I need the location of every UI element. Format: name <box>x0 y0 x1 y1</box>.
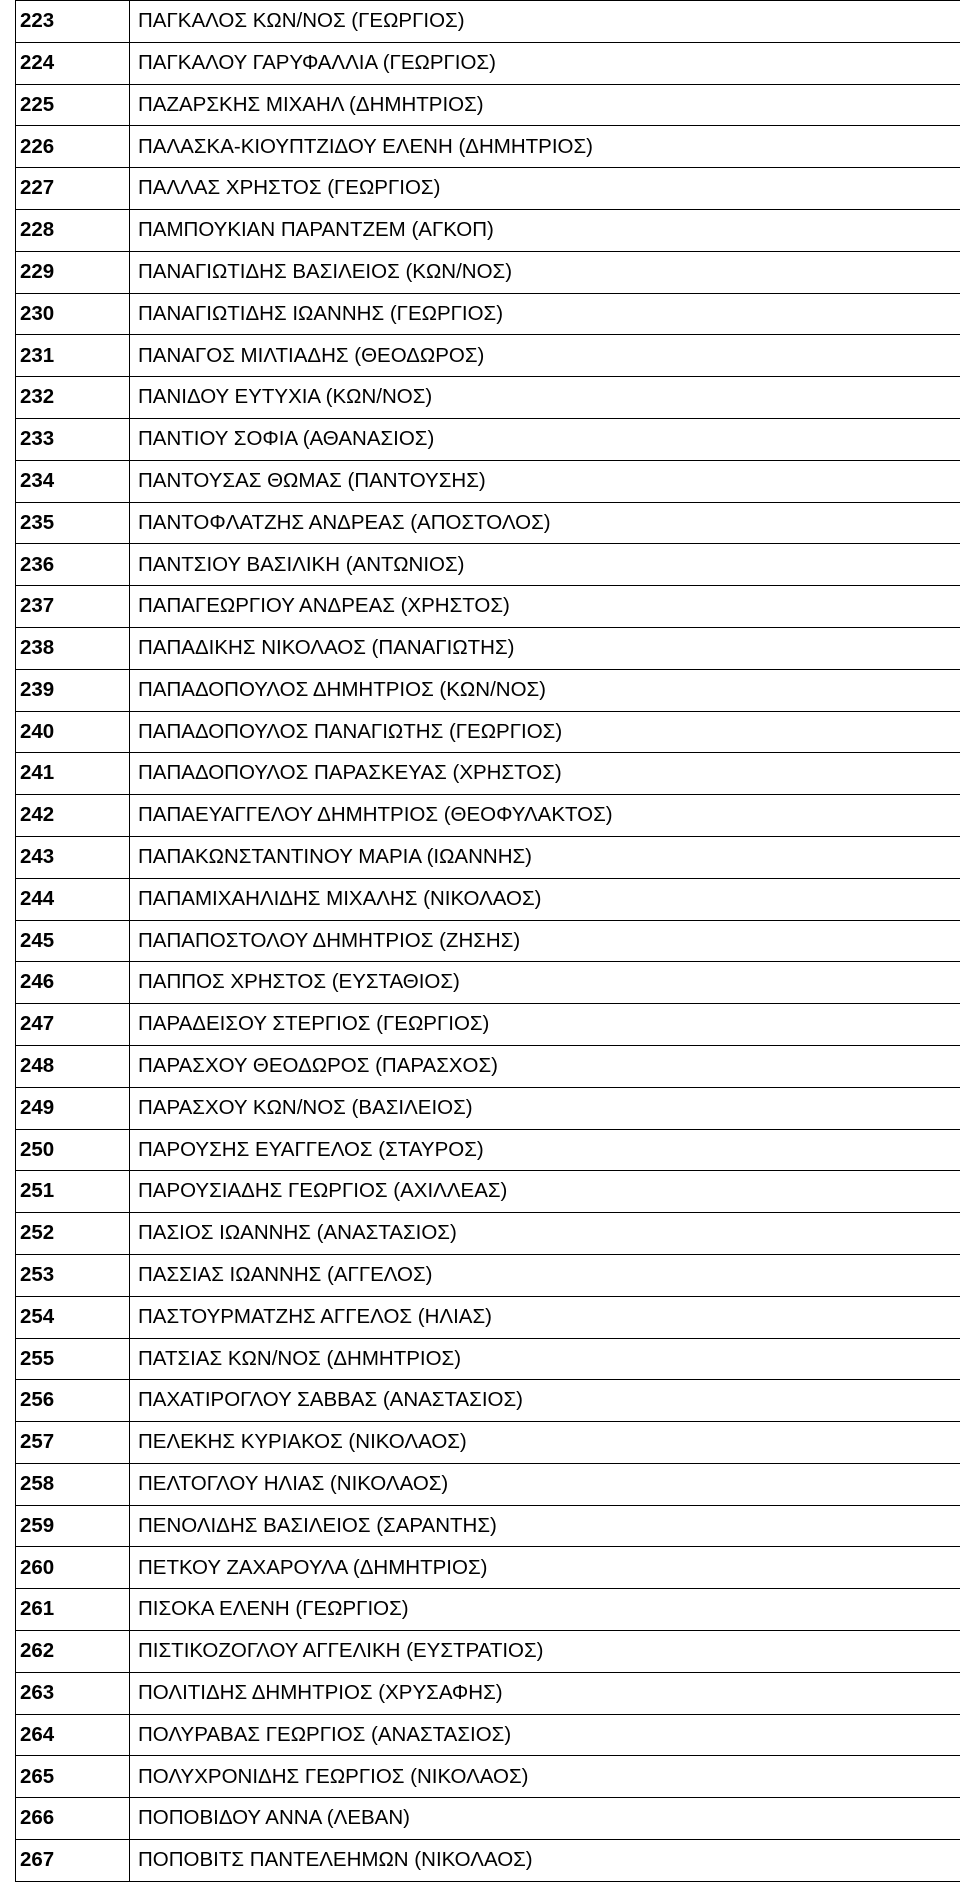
person-name: ΠΑΡΑΔΕΙΣΟΥ ΣΤΕΡΓΙΟΣ (ΓΕΩΡΓΙΟΣ) <box>130 1004 960 1046</box>
row-number: 240 <box>16 711 130 753</box>
table-row <box>16 1004 960 1046</box>
person-name: ΠΑΠΑΕΥΑΓΓΕΛΟΥ ΔΗΜΗΤΡΙΟΣ (ΘΕΟΦΥΛΑΚΤΟΣ) <box>130 795 960 837</box>
table-row <box>16 1547 960 1589</box>
person-name: ΠΙΣΤΙΚΟΖΟΓΛΟΥ ΑΓΓΕΛΙΚΗ (ΕΥΣΤΡΑΤΙΟΣ) <box>130 1631 960 1673</box>
row-number: 237 <box>16 586 130 628</box>
row-number: 253 <box>16 1254 130 1296</box>
row-number: 242 <box>16 795 130 837</box>
person-name: ΠΑΠΠΟΣ ΧΡΗΣΤΟΣ (ΕΥΣΤΑΘΙΟΣ) <box>130 962 960 1004</box>
table-row <box>16 251 960 293</box>
row-number: 234 <box>16 460 130 502</box>
person-name: ΠΑΡΟΥΣΗΣ ΕΥΑΓΓΕΛΟΣ (ΣΤΑΥΡΟΣ) <box>130 1129 960 1171</box>
table-row <box>16 209 960 251</box>
table-row <box>16 1463 960 1505</box>
row-number: 256 <box>16 1380 130 1422</box>
table-row <box>16 544 960 586</box>
table-row <box>16 1505 960 1547</box>
table-row <box>16 1338 960 1380</box>
table-row <box>16 1631 960 1673</box>
person-name: ΠΑΧΑΤΙΡΟΓΛΟΥ ΣΑΒΒΑΣ (ΑΝΑΣΤΑΣΙΟΣ) <box>130 1380 960 1422</box>
roster-table <box>15 0 960 1882</box>
person-name: ΠΑΜΠΟΥΚΙΑΝ ΠΑΡΑΝΤΖΕΜ (ΑΓΚΟΠ) <box>130 209 960 251</box>
table-row <box>16 795 960 837</box>
row-number: 246 <box>16 962 130 1004</box>
row-number: 244 <box>16 878 130 920</box>
row-number: 241 <box>16 753 130 795</box>
person-name: ΠΟΛΥΧΡΟΝΙΔΗΣ ΓΕΩΡΓΙΟΣ (ΝΙΚΟΛΑΟΣ) <box>130 1756 960 1798</box>
row-number: 267 <box>16 1840 130 1882</box>
row-number: 243 <box>16 836 130 878</box>
person-name: ΠΟΠΟΒΙΤΣ ΠΑΝΤΕΛΕΗΜΩΝ (ΝΙΚΟΛΑΟΣ) <box>130 1840 960 1882</box>
row-number: 259 <box>16 1505 130 1547</box>
table-row <box>16 1296 960 1338</box>
table-row <box>16 711 960 753</box>
row-number: 257 <box>16 1422 130 1464</box>
table-row <box>16 1714 960 1756</box>
person-name: ΠΟΠΟΒΙΔΟΥ ΑΝΝΑ (ΛΕΒΑΝ) <box>130 1798 960 1840</box>
table-row <box>16 1589 960 1631</box>
table-row <box>16 168 960 210</box>
row-number: 227 <box>16 168 130 210</box>
person-name: ΠΑΠΑΔΙΚΗΣ ΝΙΚΟΛΑΟΣ (ΠΑΝΑΓΙΩΤΗΣ) <box>130 627 960 669</box>
person-name: ΠΟΛΙΤΙΔΗΣ ΔΗΜΗΤΡΙΟΣ (ΧΡΥΣΑΦΗΣ) <box>130 1672 960 1714</box>
table-row <box>16 878 960 920</box>
person-name: ΠΑΓΚΑΛΟΥ ΓΑΡΥΦΑΛΛΙΑ (ΓΕΩΡΓΙΟΣ) <box>130 42 960 84</box>
table-row <box>16 1422 960 1464</box>
person-name: ΠΕΝΟΛΙΔΗΣ ΒΑΣΙΛΕΙΟΣ (ΣΑΡΑΝΤΗΣ) <box>130 1505 960 1547</box>
table-row <box>16 669 960 711</box>
row-number: 245 <box>16 920 130 962</box>
person-name: ΠΑΠΑΓΕΩΡΓΙΟΥ ΑΝΔΡΕΑΣ (ΧΡΗΣΤΟΣ) <box>130 586 960 628</box>
person-name: ΠΕΤΚΟΥ ΖΑΧΑΡΟΥΛΑ (ΔΗΜΗΤΡΙΟΣ) <box>130 1547 960 1589</box>
table-row <box>16 42 960 84</box>
person-name: ΠΑΠΑΜΙΧΑΗΛΙΔΗΣ ΜΙΧΑΛΗΣ (ΝΙΚΟΛΑΟΣ) <box>130 878 960 920</box>
person-name: ΠΑΣΙΟΣ ΙΩΑΝΝΗΣ (ΑΝΑΣΤΑΣΙΟΣ) <box>130 1213 960 1255</box>
table-row <box>16 962 960 1004</box>
table-row <box>16 1380 960 1422</box>
person-name: ΠΑΡΑΣΧΟΥ ΘΕΟΔΩΡΟΣ (ΠΑΡΑΣΧΟΣ) <box>130 1045 960 1087</box>
person-name: ΠΟΛΥΡΑΒΑΣ ΓΕΩΡΓΙΟΣ (ΑΝΑΣΤΑΣΙΟΣ) <box>130 1714 960 1756</box>
person-name: ΠΑΛΛΑΣ ΧΡΗΣΤΟΣ (ΓΕΩΡΓΙΟΣ) <box>130 168 960 210</box>
person-name: ΠΑΠΑΠΟΣΤΟΛΟΥ ΔΗΜΗΤΡΙΟΣ (ΖΗΣΗΣ) <box>130 920 960 962</box>
row-number: 224 <box>16 42 130 84</box>
row-number: 266 <box>16 1798 130 1840</box>
table-row <box>16 1756 960 1798</box>
person-name: ΠΑΝΑΓΟΣ ΜΙΛΤΙΑΔΗΣ (ΘΕΟΔΩΡΟΣ) <box>130 335 960 377</box>
person-name: ΠΑΡΟΥΣΙΑΔΗΣ ΓΕΩΡΓΙΟΣ (ΑΧΙΛΛΕΑΣ) <box>130 1171 960 1213</box>
person-name: ΠΑΝΙΔΟΥ ΕΥΤΥΧΙΑ (ΚΩΝ/ΝΟΣ) <box>130 377 960 419</box>
person-name: ΠΑΣΣΙΑΣ ΙΩΑΝΝΗΣ (ΑΓΓΕΛΟΣ) <box>130 1254 960 1296</box>
person-name: ΠΑΠΑΔΟΠΟΥΛΟΣ ΔΗΜΗΤΡΙΟΣ (ΚΩΝ/ΝΟΣ) <box>130 669 960 711</box>
table-row <box>16 1840 960 1882</box>
table-row <box>16 293 960 335</box>
person-name: ΠΙΣΟΚΑ ΕΛΕΝΗ (ΓΕΩΡΓΙΟΣ) <box>130 1589 960 1631</box>
row-number: 229 <box>16 251 130 293</box>
table-row <box>16 586 960 628</box>
table-row <box>16 1798 960 1840</box>
row-number: 238 <box>16 627 130 669</box>
row-number: 249 <box>16 1087 130 1129</box>
table-row <box>16 1672 960 1714</box>
person-name: ΠΑΓΚΑΛΟΣ ΚΩΝ/ΝΟΣ (ΓΕΩΡΓΙΟΣ) <box>130 1 960 43</box>
person-name: ΠΑΝΑΓΙΩΤΙΔΗΣ ΙΩΑΝΝΗΣ (ΓΕΩΡΓΙΟΣ) <box>130 293 960 335</box>
row-number: 231 <box>16 335 130 377</box>
row-number: 223 <box>16 1 130 43</box>
row-number: 239 <box>16 669 130 711</box>
row-number: 228 <box>16 209 130 251</box>
row-number: 262 <box>16 1631 130 1673</box>
row-number: 258 <box>16 1463 130 1505</box>
table-row <box>16 126 960 168</box>
table-row <box>16 377 960 419</box>
table-row <box>16 84 960 126</box>
person-name: ΠΑΝΤΣΙΟΥ ΒΑΣΙΛΙΚΗ (ΑΝΤΩΝΙΟΣ) <box>130 544 960 586</box>
person-name: ΠΕΛΤΟΓΛΟΥ ΗΛΙΑΣ (ΝΙΚΟΛΑΟΣ) <box>130 1463 960 1505</box>
person-name: ΠΑΝΤΟΥΣΑΣ ΘΩΜΑΣ (ΠΑΝΤΟΥΣΗΣ) <box>130 460 960 502</box>
person-name: ΠΑΝΤΙΟΥ ΣΟΦΙΑ (ΑΘΑΝΑΣΙΟΣ) <box>130 418 960 460</box>
person-name: ΠΑΛΑΣΚΑ-ΚΙΟΥΠΤΖΙΔΟΥ ΕΛΕΝΗ (ΔΗΜΗΤΡΙΟΣ) <box>130 126 960 168</box>
row-number: 254 <box>16 1296 130 1338</box>
person-name: ΠΑΖΑΡΣΚΗΣ ΜΙΧΑΗΛ (ΔΗΜΗΤΡΙΟΣ) <box>130 84 960 126</box>
table-row <box>16 1171 960 1213</box>
person-name: ΠΑΠΑΚΩΝΣΤΑΝΤΙΝΟΥ ΜΑΡΙΑ (ΙΩΑΝΝΗΣ) <box>130 836 960 878</box>
row-number: 261 <box>16 1589 130 1631</box>
row-number: 252 <box>16 1213 130 1255</box>
row-number: 233 <box>16 418 130 460</box>
table-row <box>16 1 960 43</box>
table-row <box>16 920 960 962</box>
person-name: ΠΑΝΤΟΦΛΑΤΖΗΣ ΑΝΔΡΕΑΣ (ΑΠΟΣΤΟΛΟΣ) <box>130 502 960 544</box>
row-number: 263 <box>16 1672 130 1714</box>
row-number: 235 <box>16 502 130 544</box>
person-name: ΠΑΡΑΣΧΟΥ ΚΩΝ/ΝΟΣ (ΒΑΣΙΛΕΙΟΣ) <box>130 1087 960 1129</box>
person-name: ΠΕΛΕΚΗΣ ΚΥΡΙΑΚΟΣ (ΝΙΚΟΛΑΟΣ) <box>130 1422 960 1464</box>
row-number: 255 <box>16 1338 130 1380</box>
person-name: ΠΑΝΑΓΙΩΤΙΔΗΣ ΒΑΣΙΛΕΙΟΣ (ΚΩΝ/ΝΟΣ) <box>130 251 960 293</box>
table-row <box>16 335 960 377</box>
row-number: 250 <box>16 1129 130 1171</box>
person-name: ΠΑΠΑΔΟΠΟΥΛΟΣ ΠΑΝΑΓΙΩΤΗΣ (ΓΕΩΡΓΙΟΣ) <box>130 711 960 753</box>
table-row <box>16 1087 960 1129</box>
row-number: 230 <box>16 293 130 335</box>
person-name: ΠΑΤΣΙΑΣ ΚΩΝ/ΝΟΣ (ΔΗΜΗΤΡΙΟΣ) <box>130 1338 960 1380</box>
person-name: ΠΑΣΤΟΥΡΜΑΤΖΗΣ ΑΓΓΕΛΟΣ (ΗΛΙΑΣ) <box>130 1296 960 1338</box>
row-number: 248 <box>16 1045 130 1087</box>
row-number: 225 <box>16 84 130 126</box>
row-number: 265 <box>16 1756 130 1798</box>
row-number: 226 <box>16 126 130 168</box>
table-row <box>16 502 960 544</box>
row-number: 232 <box>16 377 130 419</box>
table-row <box>16 418 960 460</box>
table-row <box>16 460 960 502</box>
table-row <box>16 1129 960 1171</box>
table-row <box>16 836 960 878</box>
table-row <box>16 1045 960 1087</box>
table-row <box>16 1213 960 1255</box>
table-row <box>16 1254 960 1296</box>
person-name: ΠΑΠΑΔΟΠΟΥΛΟΣ ΠΑΡΑΣΚΕΥΑΣ (ΧΡΗΣΤΟΣ) <box>130 753 960 795</box>
roster-table-body <box>16 1 960 1882</box>
table-row <box>16 627 960 669</box>
row-number: 236 <box>16 544 130 586</box>
table-row <box>16 753 960 795</box>
row-number: 264 <box>16 1714 130 1756</box>
row-number: 247 <box>16 1004 130 1046</box>
row-number: 260 <box>16 1547 130 1589</box>
row-number: 251 <box>16 1171 130 1213</box>
